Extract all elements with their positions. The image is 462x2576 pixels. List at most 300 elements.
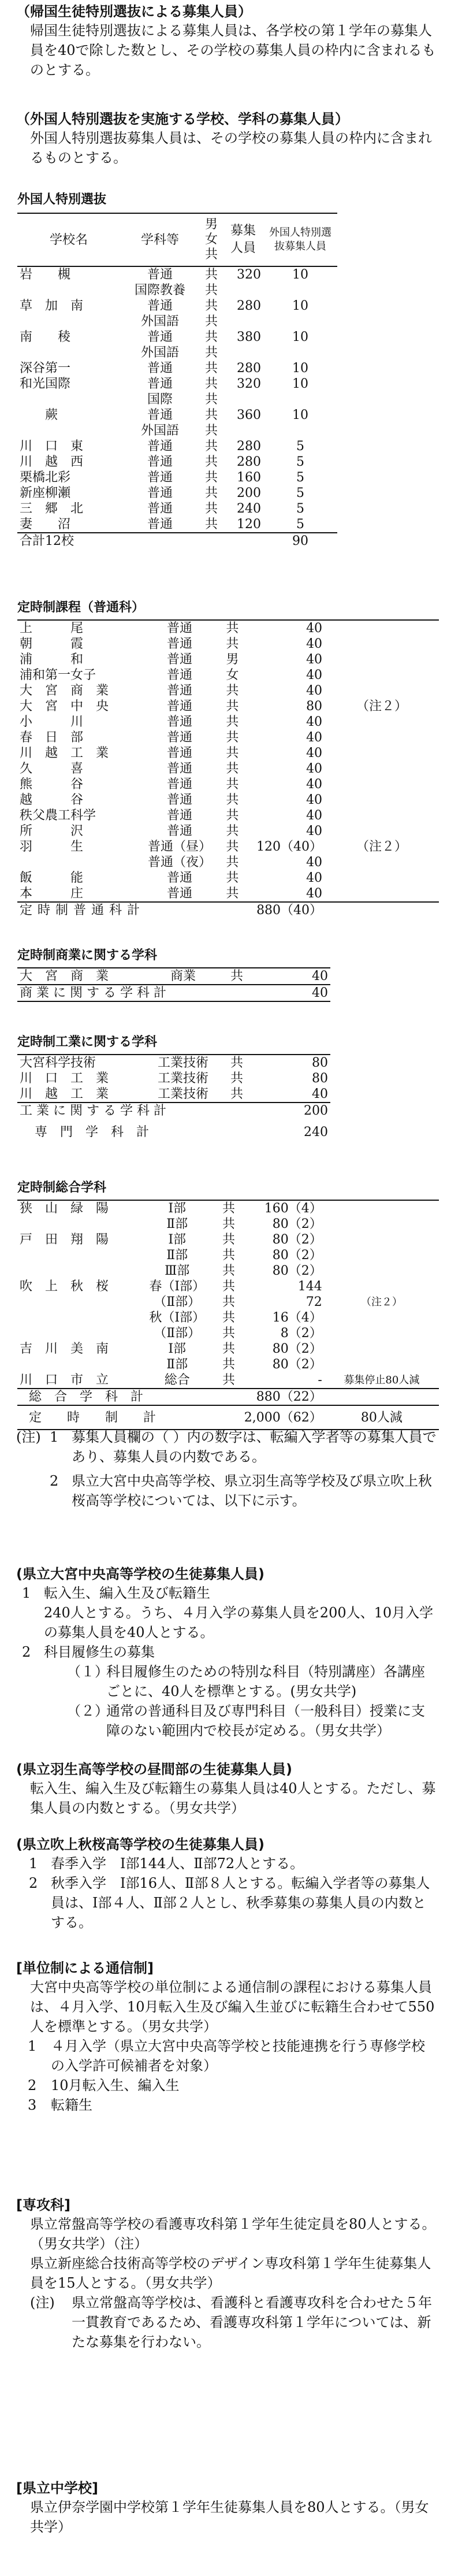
parttime-general-row: [17, 823, 439, 839]
integrated-cell: [325, 1310, 439, 1326]
foreign-cell: 共: [204, 517, 218, 532]
parttime-general-cell: 春 日 部: [20, 730, 84, 745]
foreign-cell: [223, 314, 263, 329]
parttime-general-row: [17, 777, 439, 792]
integrated-row: [17, 1248, 439, 1263]
correspondence-heading: [単位制による通信制]: [16, 1960, 154, 1976]
foreign-cell: 普通: [147, 486, 173, 500]
parttime-general-row: [17, 683, 439, 699]
foreign-row: [17, 329, 337, 345]
foreign-cell: 普通: [147, 470, 173, 485]
foreign-cell: 5: [296, 486, 304, 500]
parttime-grand-total: 2,000（62）: [244, 1410, 322, 1425]
advanced-course-heading: [専攻科]: [16, 2197, 70, 2213]
parttime-general-cell: 飯 能: [20, 871, 84, 885]
parttime-general-cell: 所 沢: [20, 824, 84, 838]
commerce-block: [17, 946, 439, 1002]
parttime-general-row: [17, 730, 439, 745]
integrated-cell: 共: [222, 1248, 236, 1263]
parttime-general-cell: 共: [226, 699, 239, 714]
fukiage-item-2-number: 2: [29, 1875, 38, 1891]
omiya-item-1: [16, 1583, 438, 1642]
integrated-cell: [17, 1216, 139, 1232]
foreign-row: [17, 454, 337, 470]
industry-cell: 80: [312, 1056, 328, 1070]
parttime-general-cell: 普通: [167, 871, 193, 885]
parttime-general-cell: 普通: [167, 808, 193, 823]
notes-block: [16, 1427, 438, 1510]
foreign-heading: （外国人特別選抜を実施する学校、学科の募集人員）: [16, 111, 349, 127]
parttime-general-cell: 秩父農工科学: [20, 808, 96, 823]
omiya-item-2a-text: 科目履修生のための特別な科目（特別講座）各講座ごとに、40人を標準とする。(男女共学): [106, 1664, 425, 1699]
parttime-general-row: [17, 620, 439, 636]
foreign-cell: 三 郷 北: [20, 502, 84, 516]
foreign-cell: [223, 345, 263, 361]
correspondence-item-3-number: 3: [28, 2097, 37, 2113]
parttime-general-cell: [325, 886, 439, 902]
specialized-total: 240: [304, 1124, 328, 1139]
parttime-general-cell: [325, 620, 439, 636]
industry-cell: 川 越 工 業: [20, 1087, 109, 1101]
integrated-cell: [17, 1248, 139, 1263]
parttime-general-cell: 普通（昼）: [148, 840, 212, 854]
integrated-cell: 80（2）: [272, 1357, 322, 1372]
industry-row: [17, 1071, 330, 1086]
fukiage-item-1: [16, 1854, 438, 1873]
parttime-general-cell: 40: [306, 793, 323, 807]
parttime-general-cell: 共: [226, 730, 239, 745]
parttime-general-table: [17, 619, 439, 918]
foreign-row: [17, 298, 337, 314]
foreign-cell: 380: [237, 330, 261, 344]
parttime-general-cell: 普通: [167, 621, 193, 636]
parttime-general-row: [17, 667, 439, 683]
omiya-item-2a-number: （１）: [67, 1664, 109, 1680]
omiya-item-2b-text: 通常の普通科目及び専門科目（一般科目）授業に支障のない範囲内で校長が定める。（男女共学）: [106, 1703, 425, 1739]
parttime-general-cell: 普通: [167, 793, 193, 807]
parttime-general-cell: 40: [306, 855, 323, 870]
foreign-cell: 280: [237, 455, 261, 469]
integrated-cell: （注２）: [360, 1296, 403, 1308]
parttime-general-cell: 共: [226, 871, 239, 885]
parttime-general-cell: 本 庄: [20, 886, 84, 901]
integrated-row: [17, 1357, 439, 1372]
col-school: 学校名: [49, 232, 88, 247]
integrated-cell: 吹 上 秋 桜: [20, 1279, 109, 1294]
foreign-cell: [223, 283, 263, 298]
correspondence-item-1-number: 1: [28, 2038, 37, 2054]
parttime-general-row: [17, 714, 439, 730]
foreign-cell: [17, 283, 120, 298]
parttime-general-cell: 普通: [167, 730, 193, 745]
advanced-course-note-lead: (注): [30, 2295, 55, 2311]
integrated-cell: [17, 1326, 139, 1341]
parttime-general-cell: [325, 667, 439, 683]
parttime-grand-label: 定 時 制 計: [29, 1410, 157, 1425]
parttime-general-cell: 普通: [167, 699, 193, 714]
parttime-general-cell: [325, 636, 439, 652]
hanyu-body: 転入生、編入生及び転籍生の募集人員は40人とする。ただし、募集人員の内数とする。（男女共学）: [30, 1780, 436, 1816]
foreign-cell: 10: [292, 408, 308, 422]
integrated-cell: [325, 1357, 439, 1372]
foreign-cell: 共: [204, 330, 218, 344]
omiya-item-1-number: 1: [22, 1585, 31, 1601]
foreign-cell: 280: [237, 361, 261, 376]
parttime-general-cell: 共: [226, 621, 239, 636]
parttime-general-cell: 普通: [167, 762, 193, 776]
junior-high-heading: [県立中学校]: [16, 2480, 98, 2496]
fukiage-item-2-text: 秋季入学 Ⅰ部16人、Ⅱ部８人とする。転編入学者等の募集人員は、Ⅰ部４人、Ⅱ部２人とし、秋季募集の募集人員の内数とする。: [51, 1875, 430, 1931]
note-1-number: 1: [50, 1429, 59, 1445]
integrated-cell: 狭 山 緑 陽: [20, 1201, 109, 1216]
foreign-cell: 深谷第一: [20, 361, 71, 376]
foreign-cell: [17, 423, 120, 439]
parttime-general-cell: 40: [306, 668, 323, 682]
parttime-general-cell: 40: [306, 652, 323, 667]
integrated-cell: [17, 1294, 139, 1310]
integrated-row: [17, 1310, 439, 1326]
parttime-general-caption: 定時制課程（普通科）: [17, 600, 145, 615]
parttime-general-cell: [325, 652, 439, 667]
foreign-table-caption: 外国人特別選抜: [17, 192, 107, 207]
correspondence-item-2-text: 10月転入生、編入生: [51, 2077, 180, 2094]
commerce-total: 40: [312, 986, 328, 1000]
parttime-general-cell: 40: [306, 730, 323, 745]
foreign-cell: 普通: [147, 377, 173, 391]
integrated-cell: 共: [222, 1326, 236, 1341]
parttime-general-total-label: 定 時 制 普 通 科 計: [20, 903, 140, 918]
foreign-row: [17, 376, 337, 392]
commerce-row: [17, 968, 330, 985]
integrated-cell: 戸 田 翔 陽: [20, 1233, 109, 1247]
foreign-section: [16, 110, 438, 168]
parttime-general-cell: 共: [226, 808, 239, 823]
integrated-cell: 共: [222, 1201, 236, 1216]
foreign-row: [17, 361, 337, 376]
note-1-text: 募集人員欄の（ ）内の数字は、転編入学者等の募集人員であり、募集人員の内数である。: [72, 1429, 437, 1465]
note-2: [16, 1471, 438, 1510]
omiya-item-1-title: 転入生、編入生及び転籍生: [44, 1585, 210, 1601]
integrated-cell: Ⅰ部: [168, 1201, 187, 1216]
foreign-cell: [223, 423, 263, 439]
parttime-general-cell: 普通: [167, 777, 193, 792]
parttime-general-cell: [325, 761, 439, 777]
integrated-cell: Ⅰ部: [168, 1342, 187, 1356]
foreign-cell: 5: [296, 439, 304, 454]
parttime-general-cell: 普通: [167, 652, 193, 667]
parttime-general-cell: 80: [306, 699, 323, 714]
parttime-general-cell: 越 谷: [20, 793, 84, 807]
parttime-general-cell: 共: [226, 886, 239, 901]
commerce-caption: 定時制商業に関する学科: [17, 948, 158, 963]
parttime-general-cell: 川 越 工 業: [20, 746, 109, 760]
foreign-cell: 共: [204, 455, 218, 469]
foreign-cell: 共: [204, 392, 218, 407]
foreign-row: [17, 439, 337, 454]
parttime-grand-note: 80人減: [360, 1410, 403, 1425]
foreign-cell: [17, 345, 120, 361]
parttime-general-row: [17, 839, 439, 855]
foreign-cell: 120: [237, 517, 261, 532]
foreign-cell: 5: [296, 455, 304, 469]
foreign-cell: 160: [237, 470, 261, 485]
junior-high-section: [16, 2479, 438, 2537]
advanced-course-body-1: 県立常盤高等学校の看護専攻科第１学年生徒定員を80人とする。（男女共学）（注）: [30, 2216, 436, 2252]
junior-high-body: 県立伊奈学園中学校第１学年生徒募集人員を80人とする。（男女共学）: [30, 2499, 429, 2535]
integrated-cell: [325, 1326, 439, 1341]
parttime-general-cell: 共: [226, 777, 239, 792]
notes-lead: (注): [16, 1429, 41, 1445]
foreign-cell: [223, 392, 263, 407]
integrated-cell: -: [318, 1373, 322, 1387]
parttime-general-cell: 浦 和: [20, 652, 84, 667]
parttime-general-row: [17, 745, 439, 761]
foreign-cell: 10: [292, 361, 308, 376]
correspondence-item-1: [16, 2036, 438, 2076]
foreign-cell: 蕨: [20, 408, 58, 422]
integrated-cell: 共: [222, 1357, 236, 1372]
parttime-general-cell: 共: [226, 715, 239, 729]
fukiage-section: [16, 1835, 438, 1932]
parttime-general-cell: 共: [226, 684, 239, 698]
fukiage-item-1-text: 春季入学 Ⅰ部144人、Ⅱ部72人とする。: [51, 1855, 304, 1872]
industry-cell: 大宮科学技術: [20, 1056, 96, 1070]
foreign-row: [17, 392, 337, 407]
industry-caption: 定時制工業に関する学科: [17, 1035, 158, 1049]
parttime-general-cell: 共: [226, 762, 239, 776]
parttime-general-cell: [325, 792, 439, 808]
correspondence-body: 大宮中央高等学校の単位制による通信制の課程における募集人員は、４月入学、10月転入生及び編入生並びに転籍生合わせて550人を標準とする。（男女共学）: [30, 1979, 435, 2035]
industry-block: [17, 1033, 439, 1145]
parttime-general-cell: （注２）: [356, 840, 408, 854]
integrated-cell: Ⅰ部: [168, 1233, 187, 1247]
integrated-cell: [17, 1310, 139, 1326]
industry-table: [17, 1054, 330, 1145]
integrated-caption: 定時制総合学科: [17, 1181, 107, 1195]
foreign-cell: 10: [292, 377, 308, 391]
integrated-row: [17, 1232, 439, 1248]
omiya-item-2b-number: （２）: [67, 1703, 109, 1719]
returnee-section: [16, 2, 438, 80]
foreign-cell: 10: [292, 299, 308, 313]
parttime-general-block: [17, 599, 439, 918]
integrated-cell: 16（4）: [272, 1311, 322, 1325]
integrated-row: [17, 1200, 439, 1216]
advanced-course-note-text: 県立常盤高等学校は、看護科と看護専攻科を合わせた５年一貫教育であるため、看護専攻科第１学年については、新たな募集を行わない。: [72, 2295, 432, 2350]
integrated-block: [17, 1179, 439, 1430]
commerce-cell: 共: [230, 969, 243, 983]
omiya-item-1-body: 240人とする。うち、４月入学の募集人員を200人、10月入学の募集人員を40人とする。: [44, 1605, 434, 1640]
integrated-cell: 共: [222, 1279, 236, 1294]
parttime-general-cell: 普通: [167, 715, 193, 729]
commerce-total-label: 商 業 に 関 す る 学 科 計: [20, 986, 166, 1000]
note-2-text: 県立大宮中央高等学校、県立羽生高等学校及び県立吹上秋桜高等学校については、以下に示す。: [72, 1473, 432, 1509]
integrated-cell: Ⅱ部: [166, 1248, 188, 1263]
parttime-general-row: [17, 636, 439, 652]
integrated-cell: 春（Ⅰ部）: [149, 1279, 206, 1294]
parttime-general-cell: （注２）: [356, 699, 408, 714]
hanyu-section: [16, 1760, 438, 1818]
integrated-table: [17, 1200, 439, 1430]
fukiage-item-2: [16, 1873, 438, 1932]
commerce-cell: 40: [312, 969, 328, 983]
integrated-cell: 80（2）: [272, 1264, 322, 1278]
parttime-general-cell: [325, 730, 439, 745]
integrated-cell: Ⅱ部: [166, 1357, 188, 1372]
parttime-general-cell: 共: [226, 793, 239, 807]
col-mf: 男女共: [204, 217, 218, 262]
parttime-general-cell: [325, 683, 439, 699]
integrated-row: [17, 1216, 439, 1232]
foreign-row: [17, 423, 337, 439]
returnee-body: 帰国生徒特別選抜による募集人員は、各学校の第１学年の募集人員を40で除した数とし、その学校の募集人員の枠内に含まれるものとする。: [30, 23, 436, 78]
parttime-general-cell: 40: [306, 777, 323, 792]
parttime-general-cell: [325, 870, 439, 886]
integrated-cell: 80（2）: [272, 1233, 322, 1247]
parttime-general-cell: 40: [306, 715, 323, 729]
foreign-cell: 普通: [147, 455, 173, 469]
foreign-cell: 5: [296, 470, 304, 485]
fukiage-heading: (県立吹上秋桜高等学校の生徒募集人員): [16, 1836, 264, 1853]
industry-cell: 工業技術: [157, 1071, 208, 1086]
foreign-cell: 普通: [147, 408, 173, 422]
parttime-general-row: [17, 761, 439, 777]
parttime-general-total: 880（40）: [256, 903, 323, 918]
foreign-cell: [17, 314, 120, 329]
parttime-general-cell: [325, 745, 439, 761]
commerce-table: [17, 967, 330, 1002]
foreign-row: [17, 485, 337, 501]
parttime-general-cell: 共: [226, 824, 239, 838]
col-dept: 学科等: [140, 232, 179, 247]
integrated-row: [17, 1326, 439, 1341]
parttime-general-row: [17, 652, 439, 667]
foreign-row: [17, 501, 337, 517]
parttime-general-cell: 共: [226, 855, 239, 870]
industry-cell: 共: [230, 1056, 243, 1070]
parttime-general-row: [17, 792, 439, 808]
parttime-general-cell: 40: [306, 871, 323, 885]
integrated-cell: （Ⅱ部）: [154, 1326, 201, 1341]
foreign-cell: [263, 283, 337, 298]
parttime-general-cell: 40: [306, 808, 323, 823]
parttime-general-cell: [325, 714, 439, 730]
integrated-cell: [17, 1263, 139, 1279]
parttime-general-cell: 男: [226, 652, 239, 667]
parttime-general-cell: 40: [306, 886, 323, 901]
foreign-cell: 5: [296, 502, 304, 516]
parttime-general-cell: 朝 霞: [20, 637, 84, 651]
parttime-general-cell: 40: [306, 684, 323, 698]
omiya-item-2b: [44, 1701, 438, 1740]
foreign-cell: [17, 392, 120, 407]
omiya-item-2: [16, 1642, 438, 1740]
parttime-general-cell: 共: [226, 840, 239, 854]
parttime-general-cell: [325, 777, 439, 792]
foreign-cell: 草 加 南: [20, 299, 84, 313]
parttime-general-cell: 普通: [167, 637, 193, 651]
foreign-cell: 普通: [147, 502, 173, 516]
parttime-general-row: [17, 870, 439, 886]
industry-cell: 工業技術: [157, 1056, 208, 1070]
foreign-cell: 南 稜: [20, 330, 71, 344]
foreign-cell: 共: [204, 268, 218, 282]
foreign-cell: 共: [204, 377, 218, 391]
integrated-cell: 共: [222, 1233, 236, 1247]
foreign-table: [17, 213, 337, 549]
parttime-general-cell: [325, 823, 439, 839]
foreign-cell: 共: [204, 439, 218, 454]
foreign-cell: 普通: [147, 299, 173, 313]
industry-cell: 共: [230, 1071, 243, 1086]
integrated-cell: 共: [222, 1264, 236, 1278]
col-num: 募集人員: [230, 224, 256, 255]
foreign-cell: 外国語: [140, 314, 179, 329]
foreign-cell: 新座柳瀬: [20, 486, 71, 500]
integrated-cell: 共: [222, 1217, 236, 1231]
correspondence-item-1-text: ４月入学（県立大宮中央高等学校と技能連携を行う専修学校の入学許可候補者を対象）: [51, 2038, 425, 2074]
foreign-row: [17, 517, 337, 533]
parttime-general-row: [17, 855, 439, 870]
parttime-general-cell: 普通: [167, 746, 193, 760]
foreign-cell: 共: [204, 408, 218, 422]
integrated-cell: 160（4）: [264, 1201, 322, 1216]
foreign-total-label: 合計12校: [20, 534, 74, 548]
industry-row: [17, 1086, 330, 1103]
foreign-cell: 普通: [147, 439, 173, 454]
col-foreign: 外国人特別選抜募集人員: [269, 227, 331, 253]
foreign-cell: 普通: [147, 517, 173, 532]
foreign-cell: 10: [292, 268, 308, 282]
foreign-row: [17, 345, 337, 361]
foreign-cell: 共: [204, 486, 218, 500]
parttime-general-row: [17, 886, 439, 902]
integrated-cell: 共: [222, 1373, 236, 1387]
integrated-cell: 川 口 市 立: [20, 1373, 109, 1387]
foreign-cell: [263, 314, 337, 329]
hanyu-heading: (県立羽生高等学校の昼間部の生徒募集人員): [16, 1761, 292, 1777]
fukiage-item-1-number: 1: [29, 1855, 38, 1872]
integrated-cell: [17, 1357, 139, 1372]
parttime-general-cell: 普通: [167, 684, 193, 698]
parttime-general-cell: 小 川: [20, 715, 84, 729]
foreign-cell: 岩 槻: [20, 268, 71, 282]
parttime-general-cell: 40: [306, 824, 323, 838]
integrated-cell: 72: [305, 1295, 322, 1309]
foreign-cell: 10: [292, 330, 308, 344]
foreign-cell: 共: [204, 502, 218, 516]
foreign-cell: 共: [204, 470, 218, 485]
foreign-cell: 280: [237, 439, 261, 454]
integrated-cell: [325, 1279, 439, 1294]
foreign-cell: 共: [204, 299, 218, 313]
parttime-general-cell: 上 尾: [20, 621, 84, 636]
parttime-general-cell: 40: [306, 637, 323, 651]
industry-cell: 川 口 工 業: [20, 1071, 109, 1086]
correspondence-item-2-number: 2: [28, 2077, 37, 2094]
parttime-general-cell: 40: [306, 746, 323, 760]
foreign-body: 外国人特別選抜募集人員は、その学校の募集人員の枠内に含まれるものとする。: [30, 130, 432, 166]
note-1: [16, 1427, 438, 1467]
foreign-cell: 妻 沼: [20, 517, 71, 532]
foreign-cell: 共: [204, 283, 218, 298]
integrated-cell: [325, 1200, 439, 1216]
advanced-course-note: [16, 2293, 438, 2352]
integrated-row: [17, 1341, 439, 1357]
foreign-cell: 外国語: [140, 346, 179, 360]
integrated-cell: 80（2）: [272, 1248, 322, 1263]
parttime-general-cell: 大 宮 商 業: [20, 684, 109, 698]
